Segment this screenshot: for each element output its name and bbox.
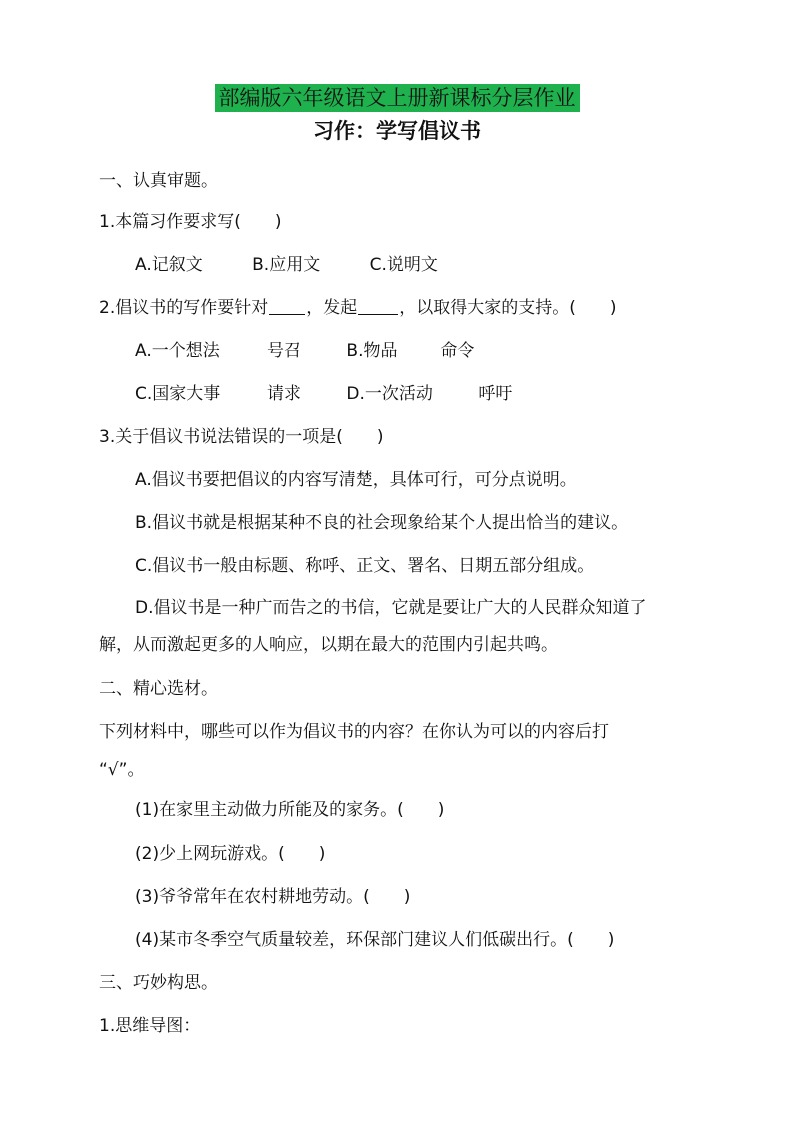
q2-stem [99,296,617,320]
material-item-3[interactable]: (3)爷爷常年在农村耕地劳动。( ) [135,887,411,907]
q2-blank-2[interactable] [358,296,398,315]
section1-heading: 一、认真审题。 [99,171,218,191]
q3-stem: 3.关于倡议书说法错误的一项是( ) [99,427,384,447]
q2-stem-part-a: 2.倡议书的写作要针对 [99,298,269,318]
material-item-2[interactable]: (2)少上网玩游戏。( ) [135,844,326,864]
section2-intro-line2: “√”。 [99,760,145,780]
q3-option-d-line1[interactable]: D.倡议书是一种广而告之的书信，它就是要让广大的人民群众知道了 [135,598,647,618]
q2-option-d-text1: D.一次活动 [346,384,433,404]
section2-heading: 二、精心选材。 [99,679,218,699]
q2-blank-1[interactable] [269,296,305,315]
q2-option-c-text2: 请求 [267,384,301,404]
q2-option-c[interactable] [135,382,341,406]
q2-option-a[interactable] [135,339,341,363]
q2-option-b-text2: 命令 [440,341,475,361]
q2-options-row1 [135,339,514,363]
q1-stem: 1.本篇习作要求写( ) [99,212,282,232]
q3-option-b[interactable]: B.倡议书就是根据某种不良的社会现象给某个人提出恰当的建议。 [135,513,629,533]
q3-option-c[interactable]: C.倡议书一般由标题、称呼、正文、署名、日期五部分组成。 [135,556,595,576]
q2-option-d[interactable] [346,382,552,406]
q2-option-b-text1: B.物品 [346,341,398,361]
material-item-1[interactable]: (1)在家里主动做力所能及的家务。( ) [135,800,445,820]
q1-options [135,253,474,277]
section3-q1: 1.思维导图： [99,1016,201,1036]
q3-option-d-line2: 解，从而激起更多的人响应，以期在最大的范围内引起共鸣。 [99,635,558,655]
q2-option-b[interactable] [346,339,514,363]
q2-option-a-text1: A.一个想法 [135,341,220,361]
q3-option-a[interactable]: A.倡议书要把倡议的内容写清楚，具体可行，可分点说明。 [135,470,577,490]
q2-stem-part-b: ，发起 [306,298,358,318]
q2-option-a-text2: 号召 [267,341,301,361]
q2-stem-part-c: ，以取得大家的支持。( ) [399,298,617,318]
section2-intro-line1: 下列材料中，哪些可以作为倡议书的内容？在你认为可以的内容后打 [99,722,609,742]
q2-option-c-text1: C.国家大事 [135,384,221,404]
banner-container [0,84,794,112]
worksheet-title: 习作：学写倡议书 [313,119,481,143]
q2-option-d-text2: 呼吁 [478,384,513,404]
q2-options-row2 [135,382,552,406]
section3-heading: 三、巧妙构思。 [99,973,218,993]
q1-option-c[interactable]: C.说明文 [369,255,438,275]
q1-option-a[interactable]: A.记叙文 [135,255,203,275]
series-banner: 部编版六年级语文上册新课标分层作业 [215,84,580,112]
q1-option-b[interactable]: B.应用文 [252,255,321,275]
material-item-4[interactable]: (4)某市冬季空气质量较差，环保部门建议人们低碳出行。( ) [135,930,615,950]
